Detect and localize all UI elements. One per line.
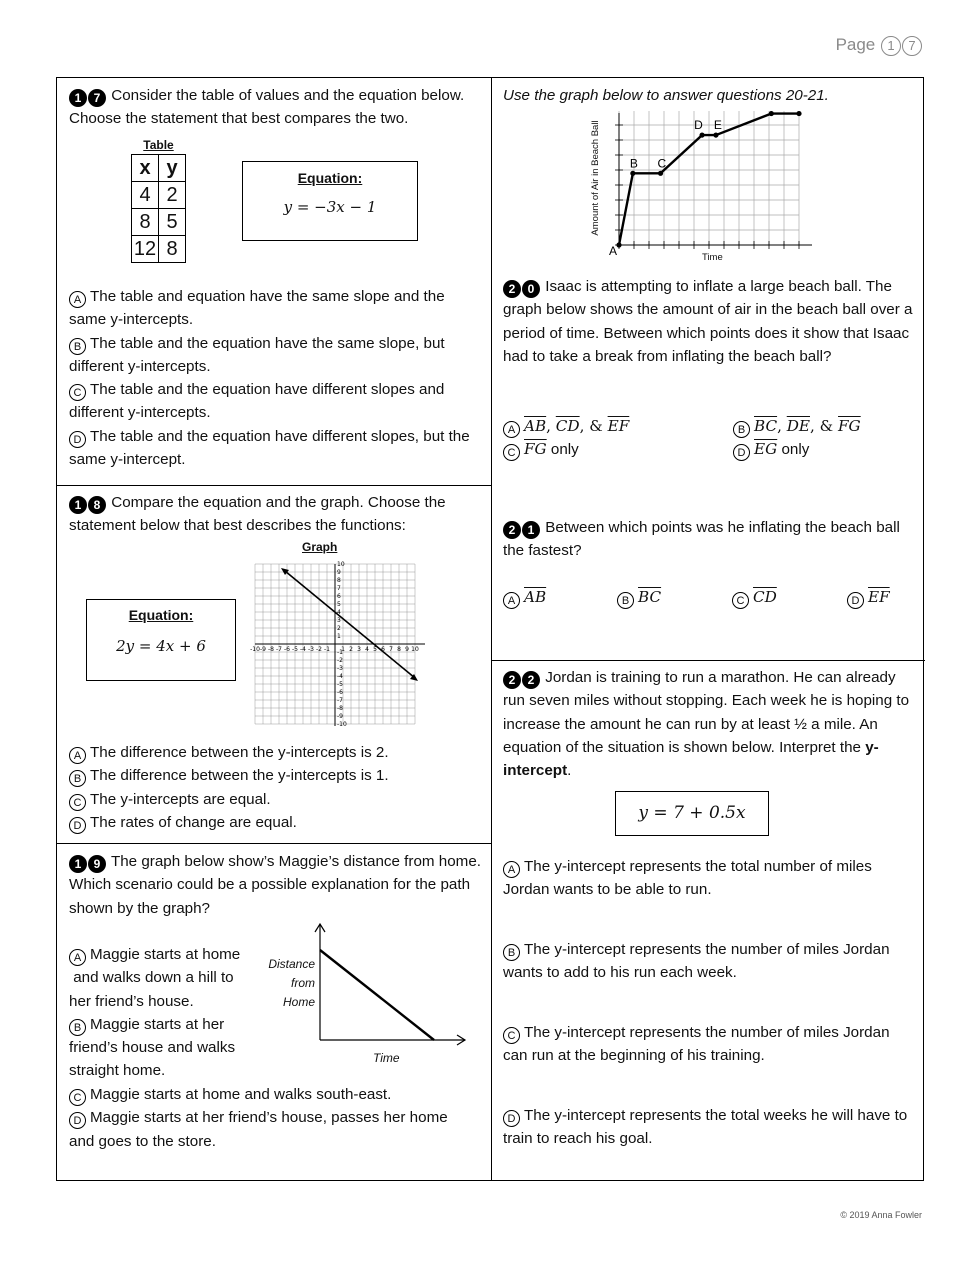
q20-option-a-letter: A	[503, 421, 520, 438]
q20-option-c[interactable]	[503, 438, 733, 461]
x-tick-label: -1	[324, 646, 330, 653]
q17-option-b[interactable]	[69, 332, 484, 379]
y-tick-label: -3	[337, 665, 343, 672]
q19-option-d-line-2: and goes to the store.	[69, 1132, 216, 1150]
divider-q18-q19	[57, 843, 491, 844]
q22-equation-box	[615, 791, 769, 836]
q20-c-suffix: only	[546, 441, 579, 459]
x-tick-label: 7	[389, 646, 393, 653]
q17-table-header-row	[132, 155, 186, 182]
q20-d-seg-1: $\overline{EG}$	[754, 440, 778, 459]
q17-option-c[interactable]	[69, 378, 484, 425]
bb-xlabel: Time	[702, 252, 723, 263]
page-word: Page	[835, 35, 876, 54]
q20-c-seg-1: $\overline{FG}$	[524, 440, 547, 459]
q20-option-b[interactable]	[733, 415, 918, 438]
y-tick-label: -2	[337, 657, 343, 664]
bb-ticks	[615, 111, 799, 249]
q17-table	[131, 138, 186, 263]
question-22	[503, 666, 918, 782]
q19-option-b[interactable]	[69, 1013, 269, 1083]
q22-option-d[interactable]	[503, 1104, 918, 1151]
q21-option-d[interactable]	[847, 586, 890, 609]
q20-num-1: 2	[503, 280, 521, 298]
q18-option-c-text: The y-intercepts are equal.	[90, 790, 271, 808]
bb-point	[796, 111, 801, 116]
x-tick-label: 10	[411, 646, 419, 653]
q22-option-b-letter: B	[503, 944, 520, 961]
q21-option-a[interactable]	[503, 586, 546, 609]
q21-option-a-letter: A	[503, 592, 520, 609]
q18-option-c-letter: C	[69, 794, 86, 811]
page-digit-2: 7	[902, 36, 922, 56]
table-row	[132, 209, 186, 236]
q19-option-b-line-3: straight home.	[69, 1062, 166, 1080]
q20-a-sep-1: ,	[546, 417, 556, 435]
q21-option-b-seg: $\overline{BC}$	[638, 588, 662, 606]
question-17	[69, 84, 484, 131]
q22-option-c-letter: C	[503, 1027, 520, 1044]
table-cell: 8	[159, 236, 186, 263]
x-tick-label: 8	[397, 646, 401, 653]
y-tick-label: 2	[337, 625, 341, 632]
q21-option-a-seg: $\overline{AB}$	[524, 588, 547, 606]
q22-prompt-bold: y-intercept	[503, 738, 879, 780]
y-tick-label: 3	[337, 617, 341, 624]
q20-d-suffix: only	[777, 441, 810, 459]
q19-ylabel	[255, 955, 315, 1012]
x-tick-label: -2	[316, 646, 322, 653]
q17-option-d[interactable]	[69, 425, 484, 472]
q18-option-a-text: The difference between the y-intercepts is 2.	[90, 744, 389, 761]
q17-header-x: x	[132, 155, 159, 182]
q20-num-2: 0	[522, 280, 540, 298]
q18-option-b-text: The difference between the y-intercepts is 1.	[90, 767, 389, 785]
q19-ylabel-line-3: Home	[282, 995, 315, 1009]
q20-options-left	[503, 415, 733, 462]
q20-option-d-letter: D	[733, 444, 750, 461]
y-tick-label: -9	[337, 713, 343, 720]
q20-b-sep-1: ,	[777, 417, 787, 435]
q20-a-seg-2: $\overline{CD}$	[555, 417, 580, 435]
x-tick-label: 9	[405, 646, 409, 653]
q18-graph-title: Graph	[302, 540, 338, 554]
x-tick-label: -4	[300, 646, 306, 653]
page-number	[800, 35, 922, 56]
q20-b-seg-3: $\overline{FG}$	[838, 417, 861, 435]
q17-equation-title: Equation:	[297, 170, 363, 186]
x-tick-label: 3	[357, 646, 361, 653]
q19-option-b-line-2: friend’s house and walks	[69, 1039, 236, 1057]
q22-option-c[interactable]	[503, 1021, 918, 1068]
q18-option-d-letter: D	[69, 817, 86, 834]
copyright-footer: © 2019 Anna Fowler	[840, 1210, 922, 1220]
q21-option-b[interactable]	[617, 586, 661, 609]
question-19	[69, 850, 484, 920]
q17-num-2: 7	[88, 89, 106, 107]
q21-option-c-letter: C	[732, 592, 749, 609]
q21-option-c[interactable]	[732, 586, 777, 609]
y-tick-label: -7	[337, 697, 343, 704]
table-cell: 8	[132, 209, 159, 236]
q20-b-seg-1: $\overline{BC}$	[754, 417, 778, 435]
q19-option-c-line-1: Maggie starts at home and walks south-east.	[90, 1086, 392, 1103]
bb-point	[713, 132, 718, 137]
q18-prompt-text: Compare the equation and the graph. Choose the statement below that best describes the functions:	[69, 494, 446, 535]
q19-prompt-text: The graph below show’s Maggie’s distance from home. Which scenario could be a possible explanation for the path shown by the graph?	[69, 853, 481, 917]
bb-point-label: C	[657, 156, 667, 171]
table-cell: 5	[159, 209, 186, 236]
q22-prompt-text: Jordan is training to run a marathon. He can already run seven miles without stopping. Each week he is hoping to increase the amount he can run by at least ½ a mile. An equation of the situation is shown below. Interpret the	[503, 669, 910, 756]
q19-num-2: 9	[88, 855, 106, 873]
q17-option-b-letter: B	[69, 338, 86, 355]
q22-option-d-letter: D	[503, 1110, 520, 1127]
x-tick-label: 5	[373, 646, 377, 653]
q19-option-a-line-2: and walks down a hill to	[69, 969, 234, 987]
y-tick-label: 8	[337, 577, 341, 584]
bb-point	[769, 111, 774, 116]
x-tick-label: 6	[381, 646, 385, 653]
q19-option-a-letter: A	[69, 949, 86, 966]
bb-point	[630, 171, 635, 176]
x-tick-label: 1	[341, 646, 345, 653]
q22-option-a[interactable]	[503, 855, 918, 902]
q17-equation: y = −3x − 1	[283, 198, 377, 216]
y-tick-label: 4	[337, 609, 341, 616]
table-row	[132, 236, 186, 263]
q19-option-b-line-1: Maggie starts at her	[90, 1015, 225, 1033]
column-divider	[491, 78, 492, 1180]
q19-option-d-letter: D	[69, 1112, 86, 1129]
q21-prompt-text: Between which points was he inflating the beach ball the fastest?	[503, 519, 900, 560]
divider-q17-q18	[57, 485, 491, 486]
x-tick-label: -9	[260, 646, 266, 653]
q18-options	[69, 741, 484, 834]
q20-option-b-letter: B	[733, 421, 750, 438]
q19-graph	[307, 920, 472, 1050]
q18-option-d[interactable]	[69, 811, 484, 834]
bb-grid-lines	[619, 111, 799, 245]
q18-option-b[interactable]	[69, 764, 484, 787]
q17-prompt	[69, 84, 484, 131]
q22-num-2: 2	[522, 671, 540, 689]
q17-header-y: y	[159, 155, 186, 182]
q17-table-title: Table	[143, 138, 174, 152]
q21-option-c-seg: $\overline{CD}$	[753, 588, 777, 606]
x-tick-label: -8	[268, 646, 274, 653]
x-tick-label: -7	[276, 646, 282, 653]
bb-ylabel-text: Amount of Air in Beach Ball	[590, 120, 601, 236]
q22-option-b-text: The y-intercept represents the number of miles Jordan wants to add to his run each week.	[503, 941, 890, 982]
bb-point-labels	[609, 111, 806, 258]
q19-ylabel-line-2: from	[291, 976, 315, 990]
q17-option-c-text: The table and the equation have different slopes and different y-intercepts.	[69, 381, 445, 422]
q19-options-ab	[69, 943, 269, 1083]
y-tick-label: -4	[337, 673, 343, 680]
q19-option-c[interactable]	[69, 1083, 484, 1106]
q20-option-a[interactable]	[503, 415, 733, 438]
q17-prompt-text: Consider the table of values and the equation below. Choose the statement that best compares the two.	[69, 87, 465, 128]
q18-option-d-text: The rates of change are equal.	[90, 813, 297, 831]
divider-q21-q22	[491, 660, 925, 661]
q18-option-b-letter: B	[69, 770, 86, 787]
x-tick-label: -5	[292, 646, 298, 653]
y-tick-label: -5	[337, 681, 343, 688]
y-tick-label: 9	[337, 569, 341, 576]
y-tick-label: -1	[337, 649, 343, 656]
y-tick-label: 10	[337, 561, 345, 568]
q19-option-a-line-3: her friend’s house.	[69, 992, 194, 1010]
q22-num-1: 2	[503, 671, 521, 689]
q22-option-b[interactable]	[503, 938, 918, 985]
bb-point-label: E	[713, 118, 722, 133]
y-tick-label: -8	[337, 705, 343, 712]
q17-values-table	[131, 154, 186, 263]
bb-point-label: B	[629, 156, 638, 171]
q20-option-d[interactable]	[733, 438, 918, 461]
q19-option-d-line-1: Maggie starts at her friend’s house, passes her home	[90, 1109, 448, 1127]
page-digit-1: 1	[881, 36, 901, 56]
bb-point	[699, 132, 704, 137]
q18-num-2: 8	[88, 496, 106, 514]
q17-option-a-text: The table and equation have the same slope and the same y-intercepts.	[69, 288, 445, 329]
table-cell: 4	[132, 182, 159, 209]
q19-option-b-letter: B	[69, 1019, 86, 1036]
y-tick-label: 1	[337, 633, 341, 640]
question-18	[69, 491, 484, 538]
q19-distance-line	[320, 950, 434, 1040]
bb-point-label: A	[609, 244, 618, 258]
q17-equation-box	[242, 161, 418, 241]
y-tick-label: 5	[337, 601, 341, 608]
x-tick-label: -3	[308, 646, 314, 653]
x-tick-label: 4	[365, 646, 369, 653]
q19-num-1: 1	[69, 855, 87, 873]
question-grid	[56, 77, 924, 1181]
y-tick-label: -6	[337, 689, 343, 696]
q22-option-a-text: The y-intercept represents the total number of miles Jordan wants to be able to run.	[503, 858, 872, 899]
q19-options-cd	[69, 1083, 484, 1153]
beach-ball-graph	[587, 111, 827, 266]
table-cell: 12	[132, 236, 159, 263]
q22-option-d-text: The y-intercept represents the total weeks he will have to train to reach his goal.	[503, 1107, 908, 1148]
q18-option-c[interactable]	[69, 788, 484, 811]
q20-b-seg-2: $\overline{DE}$	[786, 417, 810, 435]
q21-option-d-seg: $\overline{EF}$	[868, 588, 890, 606]
q18-equation: 2y = 4x + 6	[116, 637, 206, 655]
x-tick-label: -10	[250, 646, 260, 653]
question-20	[503, 275, 918, 368]
q18-option-a[interactable]	[69, 741, 484, 764]
question-21	[503, 516, 918, 563]
q19-xlabel: Time	[373, 1051, 400, 1065]
q17-num-1: 1	[69, 89, 87, 107]
bb-point	[616, 242, 621, 247]
bb-point-label: D	[694, 118, 703, 133]
q21-num-2: 1	[522, 521, 540, 539]
q21-option-b-letter: B	[617, 592, 634, 609]
table-cell: 2	[159, 182, 186, 209]
q19-option-a[interactable]	[69, 943, 269, 1013]
q20-prompt-text: Isaac is attempting to inflate a large beach ball. The graph below shows the amount of air in the beach ball over a period of time. Between which points does it show that Isaac had to take a break from inflating the beach ball?	[503, 278, 913, 365]
q18-graph	[247, 558, 427, 730]
q20-a-seg-1: $\overline{AB}$	[524, 417, 547, 435]
q18-option-a-letter: A	[69, 747, 86, 764]
q22-option-c-text: The y-intercept represents the number of miles Jordan can run at the beginning of his training.	[503, 1024, 890, 1065]
q18-num-1: 1	[69, 496, 87, 514]
q17-option-a[interactable]	[69, 285, 484, 332]
q18-function-line	[285, 571, 415, 678]
q20-options-right	[733, 415, 918, 462]
table-row	[132, 182, 186, 209]
q17-option-b-text: The table and the equation have the same slope, but different y-intercepts.	[69, 334, 445, 375]
q20-b-sep-2: , &	[810, 417, 839, 435]
x-tick-label: 2	[349, 646, 353, 653]
shared-instruction: Use the graph below to answer questions 20-21.	[503, 87, 829, 104]
q20-a-sep-2: , &	[579, 417, 608, 435]
q19-ylabel-line-1: Distance	[268, 957, 315, 971]
x-tick-label: -6	[284, 646, 290, 653]
y-tick-label: 7	[337, 585, 341, 592]
q18-equation-title: Equation:	[128, 607, 194, 623]
q19-option-a-line-1: Maggie starts at home	[90, 946, 241, 963]
y-tick-label: 6	[337, 593, 341, 600]
q21-option-d-letter: D	[847, 592, 864, 609]
q19-option-c-letter: C	[69, 1089, 86, 1106]
q17-option-d-text: The table and the equation have different slopes, but the same y-intercept.	[69, 427, 470, 469]
q22-equation: y = 7 + 0.5x	[638, 803, 746, 823]
q18-equation-box	[86, 599, 236, 681]
bb-point	[658, 171, 663, 176]
q17-options	[69, 285, 484, 471]
q19-option-d[interactable]	[69, 1106, 484, 1153]
q17-option-a-letter: A	[69, 291, 86, 308]
q22-option-a-letter: A	[503, 861, 520, 878]
y-tick-label: -10	[337, 721, 347, 728]
q20-a-seg-3: $\overline{EF}$	[607, 417, 630, 435]
q20-option-c-letter: C	[503, 444, 520, 461]
q22-prompt-end: .	[567, 762, 572, 780]
q17-option-c-letter: C	[69, 384, 86, 401]
q21-num-1: 2	[503, 521, 521, 539]
q17-option-d-letter: D	[69, 431, 86, 448]
